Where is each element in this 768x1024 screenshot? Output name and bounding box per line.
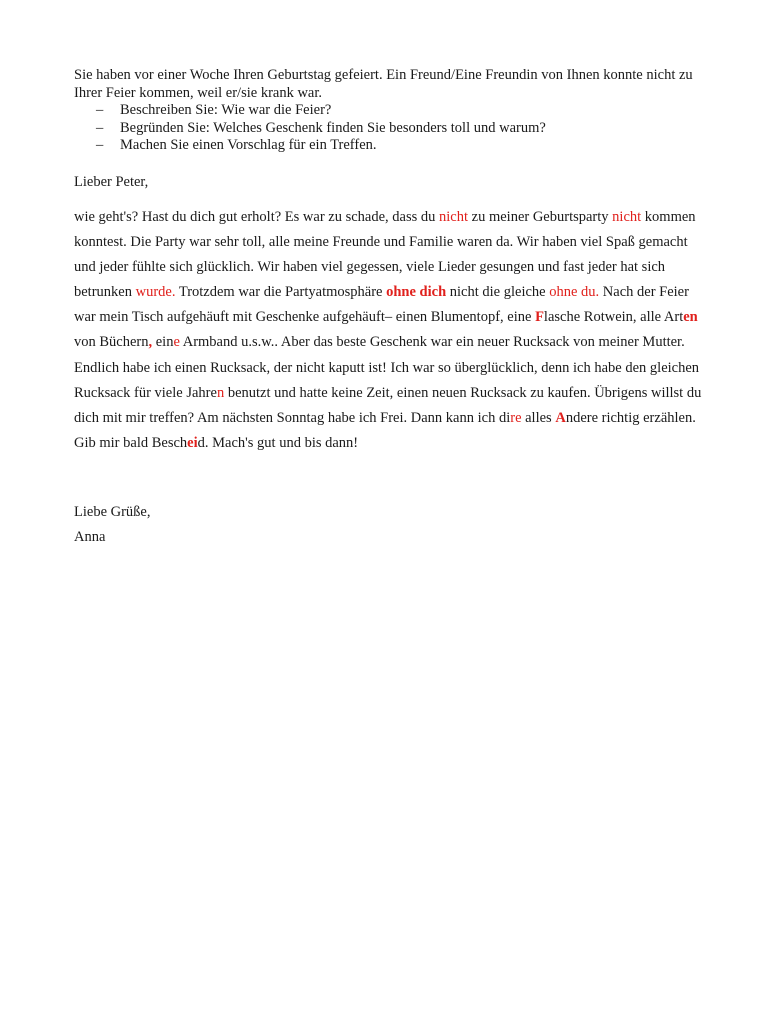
- letter-text-segment: lasche Rotwein, alle Art: [543, 309, 684, 326]
- letter-paragraph: [74, 205, 702, 456]
- correction-mark: ei: [187, 434, 198, 451]
- task-item: – Begründen Sie: Welches Geschenk finden Sie besonders toll und warum?: [96, 119, 546, 136]
- correction-mark: A: [555, 409, 566, 426]
- letter-text-segment: Trotzdem war die Partyatmosphäre: [175, 284, 387, 301]
- dash-bullet: –: [96, 137, 104, 153]
- letter-text-segment: ndere richtig erzählen. Gib mir bald Besch: [74, 409, 696, 451]
- correction-mark: ohne dich: [386, 284, 447, 301]
- task-list: [74, 102, 714, 155]
- letter-body: [74, 205, 702, 456]
- letter-text-segment: alles: [521, 409, 556, 426]
- correction-mark: ohne du.: [549, 284, 600, 301]
- letter-text-segment: ein: [152, 334, 174, 351]
- letter-closing: [74, 500, 151, 550]
- letter-text-segment: von Büchern: [74, 334, 149, 351]
- letter-text-segment: zu meiner Geburtsparty: [468, 209, 613, 225]
- signature: Anna: [74, 529, 106, 546]
- dash-bullet: –: [96, 119, 104, 136]
- correction-mark: re: [510, 409, 522, 426]
- dash-bullet: –: [96, 102, 104, 118]
- task-item: – Beschreiben Sie: Wie war die Feier?: [96, 102, 332, 118]
- task-prompt: [74, 67, 714, 155]
- prompt-intro: Sie haben vor einer Woche Ihren Geburtstag gefeiert. Ein Freund/Eine Freundin von Ihnen konnte nicht zu Ihrer Feier kommen, weil er/sie krank war.: [74, 67, 693, 101]
- task-item: – Machen Sie einen Vorschlag für ein Treffen.: [96, 137, 377, 153]
- correction-mark: e: [173, 334, 180, 351]
- correction-mark: n: [216, 384, 225, 401]
- correction-mark: ,: [148, 334, 153, 351]
- letter-text-segment: d. Mach's gut und bis dann!: [197, 434, 359, 451]
- letter-text-segment: Nach der Feier war mein Tisch aufgehäuft mit Geschenke aufgehäuft– einen Blumentopf, eine: [74, 284, 689, 326]
- closing-phrase: Liebe Grüße,: [74, 504, 151, 520]
- correction-mark: nicht: [612, 209, 642, 225]
- correction-mark: nicht: [439, 209, 469, 225]
- correction-mark: en: [683, 309, 698, 326]
- letter-text-segment: wie geht's? Hast du dich gut erholt? Es war zu schade, dass du: [74, 209, 440, 225]
- letter-greeting: Lieber Peter,: [74, 174, 149, 190]
- letter-text-segment: benutzt und hatte keine Zeit, einen neuen Rucksack zu kaufen. Übrigens willst du dich mit mir treffen? Am nächsten Sonntag habe ich Frei. Dann kann ich di: [74, 384, 702, 426]
- correction-mark: F: [535, 309, 544, 326]
- letter-text-segment: Armband u.s.w.. Aber das beste Geschenk war ein neuer Rucksack von meiner Mutter. Endlich habe ich einen Rucksack, der nicht kaputt ist! Ich war so überglücklich, denn ich habe den gleichen Rucksack für viele Jahre: [74, 334, 700, 401]
- letter-text-segment: nicht die gleiche: [446, 284, 550, 301]
- correction-mark: wurde.: [135, 284, 176, 301]
- letter-text-segment: kommen konntest. Die Party war sehr toll, alle meine Freunde und Familie waren da. Wir haben viel Spaß gemacht und jeder fühlte sich glücklich. Wir haben viel gegessen, viele Lieder gesungen und fast jeder hat sich betrunken: [74, 209, 696, 301]
